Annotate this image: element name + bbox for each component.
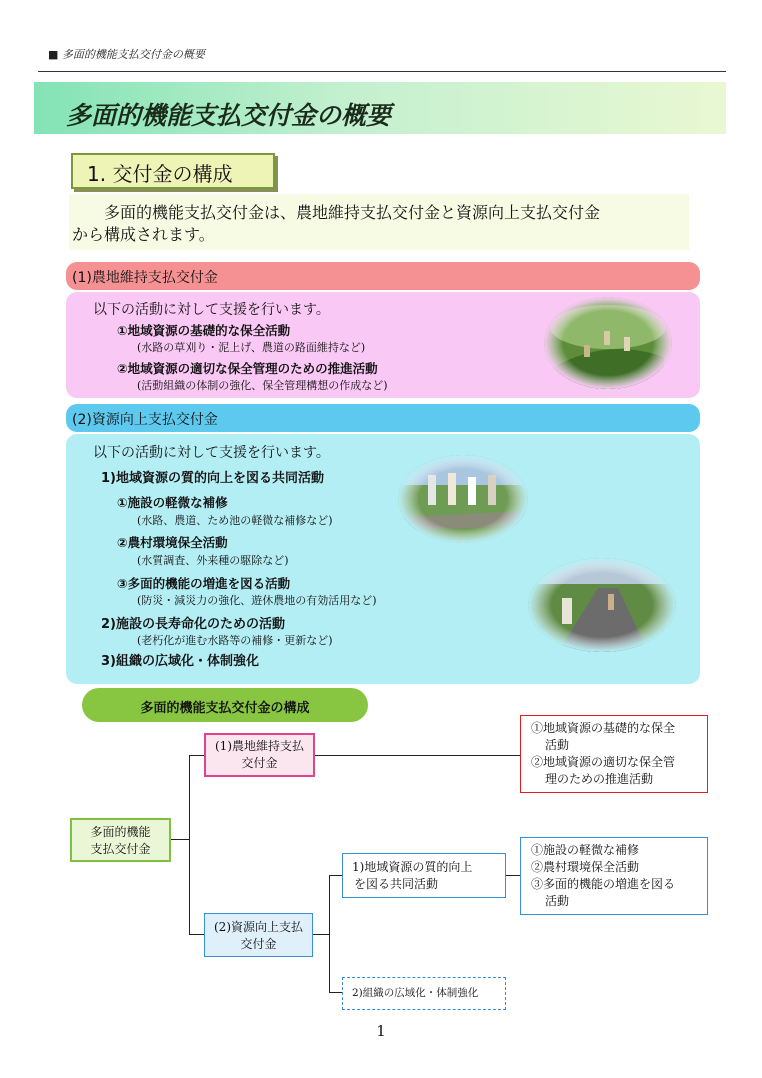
- running-header: ■ 多面的機能支払交付金の概要: [48, 48, 205, 61]
- kyodo-detail-line-4: 活動: [545, 894, 570, 908]
- nochi-node-line-1: (1)農地維持支払: [215, 739, 304, 753]
- section-heading: [71, 153, 275, 189]
- connector: [189, 934, 205, 935]
- connector: [189, 755, 190, 934]
- page-number: 1: [376, 1022, 386, 1040]
- root-line-2: 支払交付金: [90, 842, 151, 856]
- shigen-sub-1-item-3: ③多面的機能の増進を図る活動: [117, 576, 291, 591]
- nochi-detail-box: [520, 715, 708, 793]
- nochi-heading: (1)農地維持支払交付金: [72, 270, 218, 286]
- diagram-title-pill: [82, 688, 368, 722]
- shigen-sub-1-item-2-note: (水質調査、外来種の駆除など): [137, 554, 289, 567]
- shigen-sub-1: 1)地域資源の質的向上を図る共同活動: [101, 471, 324, 486]
- nochi-detail-line-1: ①地域資源の基礎的な保全: [531, 721, 676, 735]
- road-repair-photo: [528, 558, 676, 652]
- kyodo-detail-line-2: ②農村環境保全活動: [531, 860, 640, 874]
- shigen-node: [204, 913, 313, 957]
- page-title: 多面的機能支払交付金の概要: [66, 101, 392, 130]
- nochi-item-2-note: (活動組織の体制の強化、保全管理構想の作成など): [137, 379, 388, 392]
- kyodo-detail-line-1: ①施設の軽微な補修: [531, 843, 640, 857]
- kouiki-node: 2)組織の広域化・体制強化: [342, 977, 506, 1010]
- connector: [329, 875, 343, 876]
- intro-line-2: から構成されます。: [72, 225, 215, 244]
- shigen-sub-2-note: (老朽化が進む水路等の補修・更新など): [137, 634, 333, 647]
- group-activity-photo: [398, 455, 528, 543]
- connector: [329, 875, 330, 992]
- diagram-title: 多面的機能支払交付金の構成: [140, 701, 310, 716]
- nochi-node-line-2: 交付金: [241, 756, 278, 770]
- header-rule: [38, 71, 726, 72]
- intro-line-1: 多面的機能支払交付金は、農地維持支払交付金と資源向上支払交付金: [104, 203, 601, 222]
- shigen-node-line-2: 交付金: [240, 937, 277, 951]
- nochi-detail-line-4: 理のための推進活動: [545, 772, 654, 786]
- nochi-detail-line-2: 活動: [545, 738, 570, 752]
- shigen-sub-1-item-1: ①施設の軽微な補修: [117, 495, 228, 510]
- kyodo-detail-box: [520, 837, 708, 915]
- field-work-photo: [544, 297, 672, 389]
- nochi-item-2: ②地域資源の適切な保全管理のための推進活動: [117, 361, 378, 376]
- kyodo-node: [342, 853, 506, 898]
- nochi-node: [204, 733, 315, 777]
- shigen-lead: 以下の活動に対して支援を行います。: [93, 445, 330, 461]
- kyodo-node-line-1: 1)地域資源の質的向上: [352, 860, 473, 874]
- nochi-item-1: ①地域資源の基礎的な保全活動: [117, 323, 291, 338]
- connector: [170, 839, 190, 840]
- connector: [315, 755, 521, 756]
- connector: [329, 992, 343, 993]
- shigen-sub-3: 3)組織の広域化・体制強化: [101, 654, 259, 669]
- shigen-sub-1-item-3-note: (防災・減災力の強化、遊休農地の有効活用など): [137, 594, 377, 607]
- section-heading-label: 1. 交付金の構成: [87, 162, 233, 186]
- shigen-sub-1-item-1-note: (水路、農道、ため池の軽微な補修など): [137, 514, 333, 527]
- nochi-lead: 以下の活動に対して支援を行います。: [93, 302, 330, 318]
- connector: [189, 755, 205, 756]
- connector: [312, 934, 330, 935]
- shigen-node-line-1: (2)資源向上支払: [214, 920, 303, 934]
- shigen-heading: (2)資源向上支払交付金: [72, 412, 218, 428]
- nochi-detail-line-3: ②地域資源の適切な保全管: [531, 755, 676, 769]
- connector: [505, 875, 521, 876]
- shigen-sub-2: 2)施設の長寿命化のための活動: [101, 617, 285, 632]
- nochi-item-1-note: (水路の草刈り・泥上げ、農道の路面維持など): [137, 341, 366, 354]
- intro-text: [72, 202, 682, 246]
- root-line-1: 多面的機能: [90, 825, 151, 839]
- kyodo-detail-line-3: ③多面的機能の増進を図る: [531, 877, 676, 891]
- kyodo-node-line-2: を図る共同活動: [354, 877, 439, 891]
- shigen-sub-1-item-2: ②農村環境保全活動: [117, 535, 228, 550]
- root-node: [70, 818, 171, 862]
